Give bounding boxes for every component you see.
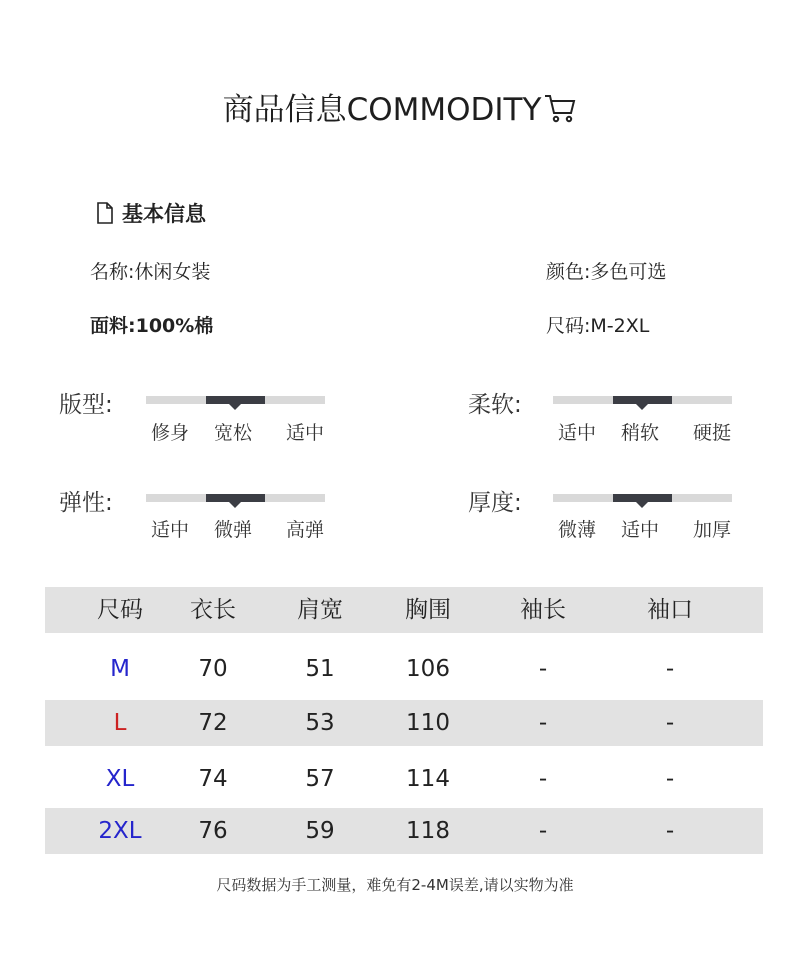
table-cell: 51	[305, 656, 335, 682]
document-icon	[96, 202, 114, 224]
table-row	[45, 756, 763, 802]
fit-slider-pointer	[229, 404, 241, 410]
table-cell: -	[538, 710, 548, 736]
table-cell: -	[665, 818, 675, 844]
table-cell: 74	[198, 766, 228, 792]
table-header-cell: 衣长	[190, 597, 236, 623]
table-cell-size: XL	[105, 766, 135, 792]
product-name: 名称:休闲女装	[90, 261, 211, 283]
thickness-options	[553, 515, 753, 541]
table-cell: 70	[198, 656, 228, 682]
table-cell: 114	[406, 766, 450, 792]
table-row	[45, 808, 763, 854]
thickness-slider	[553, 494, 732, 502]
product-size: 尺码:M-2XL	[546, 315, 650, 337]
thickness-slider-pointer	[636, 502, 648, 508]
basic-info-heading	[96, 198, 206, 228]
table-cell: 110	[406, 710, 450, 736]
table-header-cell: 肩宽	[297, 597, 343, 623]
softness-slider-pointer	[636, 404, 648, 410]
table-cell: 118	[406, 818, 450, 844]
table-cell: 53	[305, 710, 335, 736]
table-header-cell: 尺码	[97, 597, 143, 623]
table-header-cell: 袖长	[520, 597, 566, 623]
elasticity-option: 微弹	[214, 519, 253, 541]
product-color: 颜色:多色可选	[546, 261, 667, 283]
elasticity-options	[146, 515, 346, 541]
table-cell: 106	[406, 656, 450, 682]
softness-slider-fill	[613, 396, 672, 404]
fit-option: 宽松	[214, 422, 253, 444]
table-header-cell: 胸围	[405, 597, 451, 623]
softness-option: 适中	[558, 422, 597, 444]
fit-slider-fill	[206, 396, 265, 404]
table-cell: -	[665, 656, 675, 682]
table-header-cell: 袖口	[647, 597, 693, 623]
product-fabric: 面料:100%棉	[90, 315, 214, 337]
cart-icon	[543, 91, 577, 133]
elasticity-slider	[146, 494, 325, 502]
table-cell: -	[538, 766, 548, 792]
softness-label: 柔软:	[468, 392, 522, 418]
elasticity-option: 适中	[151, 519, 190, 541]
fit-label: 版型:	[59, 392, 113, 418]
table-cell: -	[665, 710, 675, 736]
softness-option: 硬挺	[693, 422, 732, 444]
fit-options	[146, 418, 346, 444]
measurement-footnote: 尺码数据为手工测量，难免有2-4M误差,请以实物为准	[216, 876, 574, 894]
page-title	[0, 84, 800, 133]
table-cell: 72	[198, 710, 228, 736]
elasticity-label: 弹性:	[59, 490, 113, 516]
fit-option: 修身	[151, 422, 190, 444]
table-cell: -	[538, 656, 548, 682]
basic-info-heading-text: 基本信息	[122, 202, 206, 226]
fit-slider	[146, 396, 325, 404]
elasticity-slider-pointer	[229, 502, 241, 508]
thickness-slider-fill	[613, 494, 672, 502]
table-row	[45, 646, 763, 692]
elasticity-option: 高弹	[286, 519, 325, 541]
table-cell-size: L	[113, 710, 127, 736]
title-text: 商品信息COMMODITY	[222, 92, 542, 128]
thickness-option: 微薄	[558, 519, 597, 541]
table-cell: 76	[198, 818, 228, 844]
table-cell-size: 2XL	[98, 818, 142, 844]
table-cell: -	[538, 818, 548, 844]
softness-option: 稍软	[621, 422, 660, 444]
elasticity-slider-fill	[206, 494, 265, 502]
table-row	[45, 700, 763, 746]
table-header-row	[45, 587, 763, 633]
size-table	[45, 587, 763, 854]
thickness-option: 适中	[621, 519, 660, 541]
softness-options	[553, 418, 753, 444]
softness-slider	[553, 396, 732, 404]
fit-option: 适中	[286, 422, 325, 444]
table-cell: -	[665, 766, 675, 792]
thickness-option: 加厚	[693, 519, 732, 541]
table-cell: 57	[305, 766, 335, 792]
table-cell: 59	[305, 818, 335, 844]
thickness-label: 厚度:	[468, 490, 522, 516]
table-cell-size: M	[110, 656, 130, 682]
